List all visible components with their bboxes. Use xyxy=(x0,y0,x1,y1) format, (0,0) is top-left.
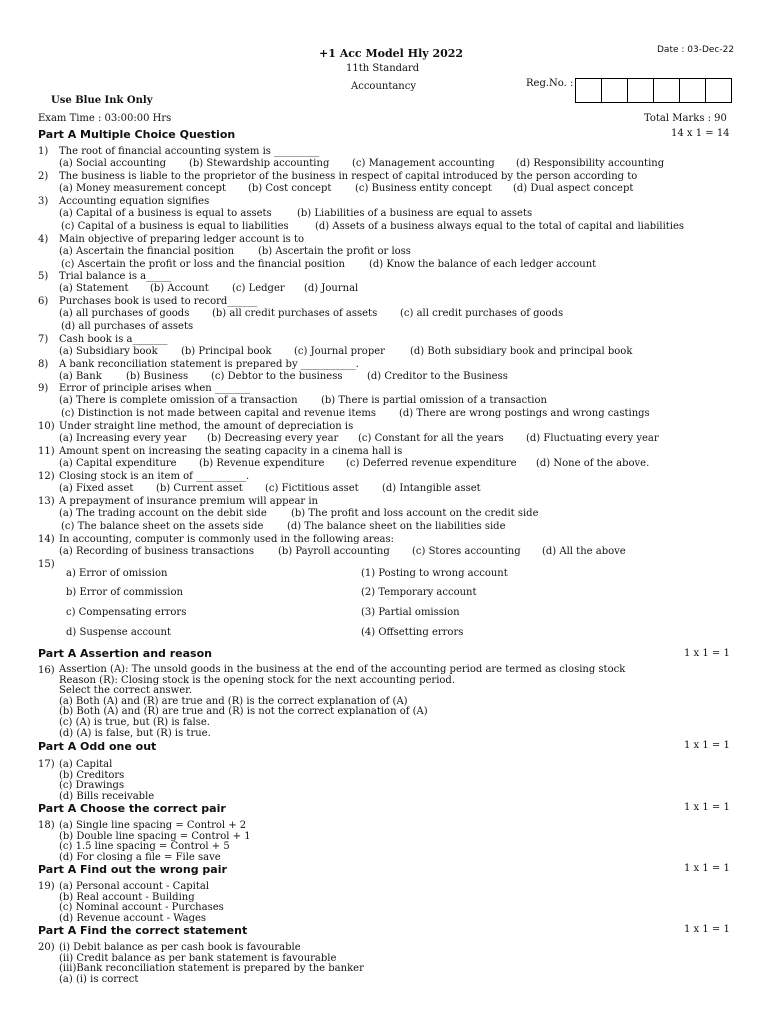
option-b: (b) Business xyxy=(126,371,189,382)
question-text: A bank reconciliation statement is prepared by ___________. xyxy=(59,359,359,370)
option-b: (b) Ascertain the profit or loss xyxy=(258,246,411,257)
question-block xyxy=(59,665,625,739)
match-right-item: (1) Posting to wrong account xyxy=(361,568,508,579)
section-marks: 1 x 1 = 1 xyxy=(684,740,730,751)
exam-time: Exam Time : 03:00:00 Hrs xyxy=(38,113,172,124)
option-line: (a) Capital xyxy=(59,759,113,770)
question-number: 3) xyxy=(38,196,49,207)
option-b: (b) Stewardship accounting xyxy=(189,158,330,169)
option-d: (d) Intangible asset xyxy=(382,483,481,494)
section-wrong-title: Part A Find out the wrong pair xyxy=(38,863,227,876)
option-b: (b) Payroll accounting xyxy=(278,546,390,557)
option-a: (a) There is complete omission of a transaction xyxy=(59,395,298,406)
question-text: Cash book is a_______ xyxy=(59,334,168,345)
option-line: (c) 1.5 line spacing = Control + 5 xyxy=(59,841,230,853)
section-assertion-title: Part A Assertion and reason xyxy=(38,647,212,660)
match-right-item: (3) Partial omission xyxy=(361,607,460,618)
question-text: The root of financial accounting system is _________ xyxy=(59,146,320,157)
option-a: (a) Recording of business transactions xyxy=(59,546,254,557)
reg-digit-box[interactable] xyxy=(705,78,732,103)
option-line: (a) (i) is correct xyxy=(59,973,139,985)
option-line: (c) Nominal account - Purchases xyxy=(59,902,224,914)
option-c: (c) Management accounting xyxy=(352,158,495,169)
question-number: 20) xyxy=(38,942,55,953)
option-d: (d) all purchases of assets xyxy=(61,321,194,332)
option-a: (a) The trading account on the debit side xyxy=(59,508,267,519)
question-text: Error of principle arises when _______ xyxy=(59,383,250,394)
match-right-item: (4) Offsetting errors xyxy=(361,627,464,638)
question-number: 5) xyxy=(38,271,49,282)
option-a: (a) Capital expenditure xyxy=(59,458,177,469)
option-b: (b) Account xyxy=(150,283,209,294)
option-b: (b) all credit purchases of assets xyxy=(212,308,378,319)
question-text: Trial balance is a_____ xyxy=(59,271,172,282)
option-a: (a) Increasing every year xyxy=(59,433,187,444)
option-d: (d) Fluctuating every year xyxy=(526,433,659,444)
match-right-item: (2) Temporary account xyxy=(361,587,477,598)
question-line: Reason (R): Closing stock is the opening stock for the next accounting period. xyxy=(59,674,455,686)
section-marks: 1 x 1 = 1 xyxy=(684,648,730,659)
question-line: Assertion (A): The unsold goods in the business at the end of the accounting period are termed as closing stock xyxy=(59,664,626,675)
question-line: (d) (A) is false, but (R) is true. xyxy=(59,727,211,739)
reg-digit-box[interactable] xyxy=(679,78,706,103)
ink-note: Use Blue Ink Only xyxy=(51,95,153,106)
option-d: (d) Journal xyxy=(304,283,359,294)
question-line: (c) (A) is true, but (R) is false. xyxy=(59,716,210,728)
option-d: (d) Responsibility accounting xyxy=(516,158,665,169)
option-a: (a) Fixed asset xyxy=(59,483,134,494)
option-b: (b) Cost concept xyxy=(248,183,332,194)
section-pair-title: Part A Choose the correct pair xyxy=(38,802,226,815)
question-number: 9) xyxy=(38,383,49,394)
question-block xyxy=(59,760,154,802)
question-number: 13) xyxy=(38,496,55,507)
section-mcq-title: Part A Multiple Choice Question xyxy=(38,128,236,141)
option-d: (d) The balance sheet on the liabilities side xyxy=(287,521,506,532)
question-number: 8) xyxy=(38,359,49,370)
option-b: (b) Current asset xyxy=(156,483,243,494)
option-c: (c) Deferred revenue expenditure xyxy=(346,458,517,469)
statement-line: (i) Debit balance as per cash book is favourable xyxy=(59,942,301,953)
question-block xyxy=(59,882,224,924)
statement-line: (iii)Bank reconciliation statement is prepared by the banker xyxy=(59,963,364,975)
option-c: (c) Ledger xyxy=(232,283,285,294)
option-d: (d) Know the balance of each ledger account xyxy=(369,259,597,270)
option-b: (b) There is partial omission of a transaction xyxy=(321,395,547,406)
option-c: (c) Ascertain the profit or loss and the financial position xyxy=(61,259,345,270)
question-number: 12) xyxy=(38,471,55,482)
reg-digit-box[interactable] xyxy=(627,78,654,103)
option-line: (d) For closing a file = File save xyxy=(59,851,221,863)
question-text: Amount spent on increasing the seating capacity in a cinema hall is xyxy=(59,446,403,457)
option-b: (b) The profit and loss account on the credit side xyxy=(291,508,539,519)
question-number: 1) xyxy=(38,146,49,157)
option-d: (d) Both subsidiary book and principal book xyxy=(410,346,633,357)
paper-title: +1 Acc Model Hly 2022 xyxy=(319,47,464,60)
statement-line: (ii) Credit balance as per bank statement is favourable xyxy=(59,952,337,964)
option-a: (a) Social accounting xyxy=(59,158,167,169)
question-text: Main objective of preparing ledger account is to xyxy=(59,234,304,245)
exam-date: Date : 03-Dec-22 xyxy=(657,45,735,55)
question-number: 11) xyxy=(38,446,55,457)
option-a: (a) Money measurement concept xyxy=(59,183,227,194)
option-c: (c) Distinction is not made between capital and revenue items xyxy=(61,408,376,419)
section-mcq-marks: 14 x 1 = 14 xyxy=(671,128,730,139)
option-a: (a) all purchases of goods xyxy=(59,308,190,319)
option-b: (b) Revenue expenditure xyxy=(199,458,325,469)
question-text: Closing stock is an item of __________. xyxy=(59,471,250,482)
question-line: (a) Both (A) and (R) are true and (R) is the correct explanation of (A) xyxy=(59,695,408,707)
question-line: Select the correct answer. xyxy=(59,685,193,697)
reg-no-label: Reg.No. : xyxy=(526,78,574,89)
match-left-item: b) Error of commission xyxy=(66,587,183,598)
option-a: (a) Bank xyxy=(59,371,102,382)
option-a: (a) Subsidiary book xyxy=(59,346,158,357)
option-line: (b) Real account - Building xyxy=(59,891,195,903)
option-d: (d) Dual aspect concept xyxy=(513,183,634,194)
section-marks: 1 x 1 = 1 xyxy=(684,924,730,935)
question-block xyxy=(59,943,364,985)
option-c: (c) Fictitious asset xyxy=(265,483,359,494)
question-number: 19) xyxy=(38,881,55,892)
question-text: Under straight line method, the amount of depreciation is xyxy=(59,421,354,432)
option-b: (b) Liabilities of a business are equal to assets xyxy=(297,208,533,219)
question-text: Accounting equation signifies xyxy=(59,196,210,207)
option-d: (d) Assets of a business always equal to the total of capital and liabilities xyxy=(315,221,685,232)
option-line: (a) Personal account - Capital xyxy=(59,881,210,892)
section-marks: 1 x 1 = 1 xyxy=(684,863,730,874)
question-number: 17) xyxy=(38,759,55,770)
option-b: (b) Decreasing every year xyxy=(207,433,339,444)
subject-label: Accountancy xyxy=(351,81,416,92)
section-odd-title: Part A Odd one out xyxy=(38,740,157,753)
option-d: (d) All the above xyxy=(542,546,626,557)
option-c: (c) Debtor to the business xyxy=(211,371,343,382)
question-text: A prepayment of insurance premium will appear in xyxy=(59,496,318,507)
option-line: (d) Bills receivable xyxy=(59,790,155,802)
section-marks: 1 x 1 = 1 xyxy=(684,802,730,813)
option-b: (b) Principal book xyxy=(181,346,272,357)
option-a: (a) Statement xyxy=(59,283,129,294)
question-number: 15) xyxy=(38,559,55,570)
reg-digit-box[interactable] xyxy=(601,78,628,103)
question-number: 14) xyxy=(38,534,55,545)
option-c: (c) Constant for all the years xyxy=(358,433,504,444)
option-d: (d) None of the above. xyxy=(536,458,650,469)
option-line: (b) Creditors xyxy=(59,769,125,781)
reg-digit-box[interactable] xyxy=(653,78,680,103)
option-c: (c) all credit purchases of goods xyxy=(400,308,564,319)
option-c: (c) The balance sheet on the assets side xyxy=(61,521,264,532)
question-number: 7) xyxy=(38,334,49,345)
question-number: 2) xyxy=(38,171,49,182)
option-c: (c) Capital of a business is equal to liabilities xyxy=(61,221,289,232)
option-line: (a) Single line spacing = Control + 2 xyxy=(59,820,247,831)
option-line: (b) Double line spacing = Control + 1 xyxy=(59,830,251,842)
standard-label: 11th Standard xyxy=(346,63,420,74)
total-marks: Total Marks : 90 xyxy=(644,113,727,124)
option-c: (c) Business entity concept xyxy=(355,183,492,194)
reg-digit-box[interactable] xyxy=(575,78,602,103)
question-number: 16) xyxy=(38,665,55,676)
question-number: 4) xyxy=(38,234,49,245)
option-d: (d) Creditor to the Business xyxy=(367,371,508,382)
section-stmt-title: Part A Find the correct statement xyxy=(38,924,248,937)
question-text: The business is liable to the proprietor of the business in respect of capital introduced by the person according to xyxy=(59,171,638,182)
reg-no-boxes[interactable] xyxy=(576,78,732,103)
question-block xyxy=(59,821,251,863)
question-text: Purchases book is used to record______ xyxy=(59,296,258,307)
option-line: (d) Revenue account - Wages xyxy=(59,912,207,924)
match-left-item: c) Compensating errors xyxy=(66,607,187,618)
option-a: (a) Ascertain the financial position xyxy=(59,246,235,257)
question-number: 10) xyxy=(38,421,55,432)
question-text: In accounting, computer is commonly used in the following areas: xyxy=(59,534,394,545)
option-a: (a) Capital of a business is equal to assets xyxy=(59,208,272,219)
option-c: (c) Stores accounting xyxy=(412,546,521,557)
option-c: (c) Journal proper xyxy=(294,346,385,357)
question-number: 18) xyxy=(38,820,55,831)
option-d: (d) There are wrong postings and wrong castings xyxy=(399,408,650,419)
option-line: (c) Drawings xyxy=(59,780,125,792)
match-left-item: d) Suspense account xyxy=(66,627,171,638)
match-left-item: a) Error of omission xyxy=(66,568,168,579)
question-line: (b) Both (A) and (R) are true and (R) is not the correct explanation of (A) xyxy=(59,706,428,718)
question-number: 6) xyxy=(38,296,49,307)
